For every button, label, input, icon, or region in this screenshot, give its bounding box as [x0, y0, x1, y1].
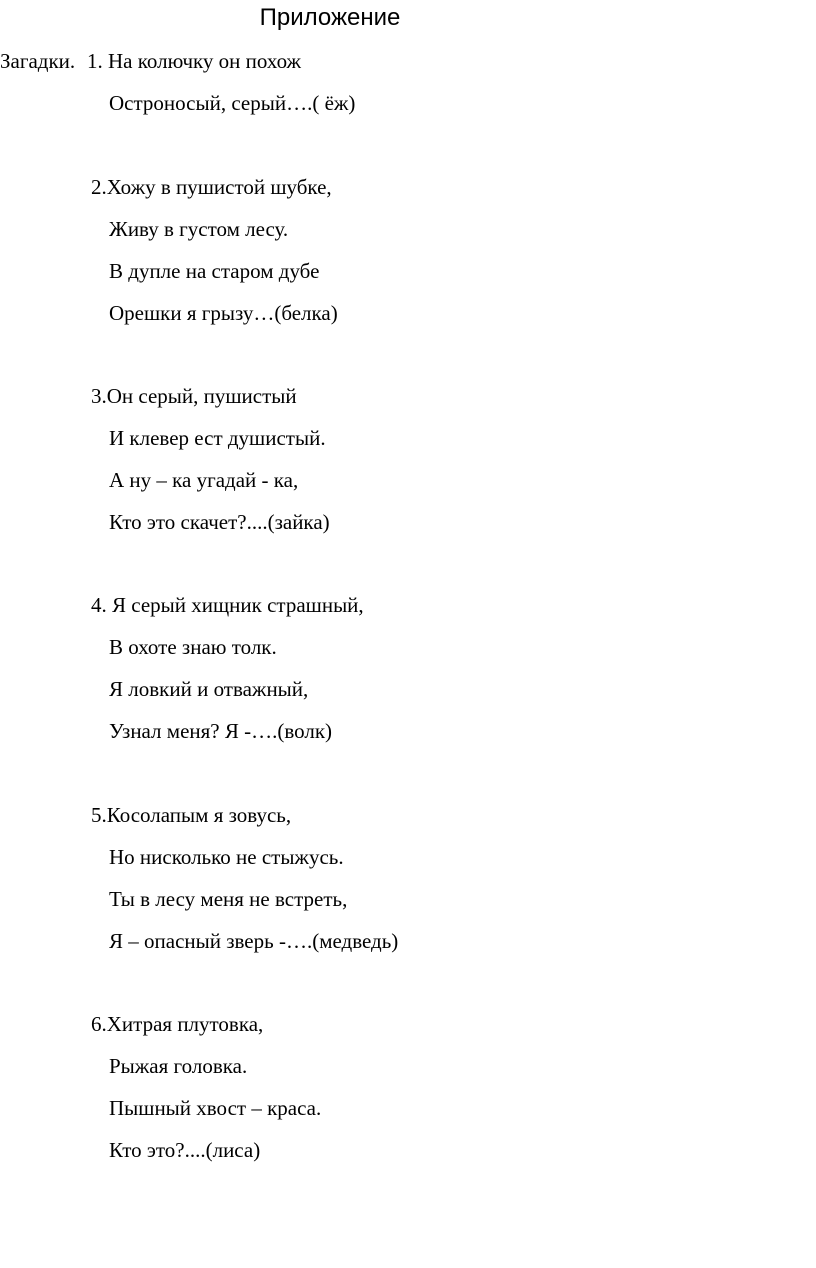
riddle-6-line-1: 6.Хитрая плутовка,: [91, 1012, 264, 1036]
riddle-2-line-2: Живу в густом лесу.: [109, 217, 289, 241]
riddle-1-line-1: 1. На колючку он похож: [87, 49, 302, 73]
riddle-3-line-4: Кто это скачет?....(зайка): [109, 510, 330, 534]
riddle-1-line-2: Остроносый, серый….( ёж): [109, 91, 356, 115]
riddle-4-line-3: Я ловкий и отважный,: [109, 677, 309, 701]
riddles-label: Загадки.: [0, 49, 76, 73]
page-title: Приложение: [259, 4, 401, 31]
riddle-5-line-1: 5.Косолапым я зовусь,: [91, 803, 292, 827]
riddle-2-line-1: 2.Хожу в пушистой шубке,: [91, 175, 332, 199]
riddle-4-line-4: Узнал меня? Я -….(волк): [109, 719, 333, 743]
riddle-3-line-3: А ну – ка угадай - ка,: [109, 468, 299, 492]
riddle-2-line-3: В дупле на старом дубе: [109, 259, 320, 283]
riddle-3-line-1: 3.Он серый, пушистый: [91, 384, 297, 408]
riddle-6-line-2: Рыжая головка.: [109, 1054, 248, 1078]
riddle-6-line-3: Пышный хвост – краса.: [109, 1096, 322, 1120]
riddle-4-line-1: 4. Я серый хищник страшный,: [91, 593, 364, 617]
riddle-2-line-4: Орешки я грызу…(белка): [109, 301, 338, 325]
riddle-3-line-2: И клевер ест душистый.: [109, 426, 326, 450]
riddle-4-line-2: В охоте знаю толк.: [109, 635, 277, 659]
riddle-6-line-4: Кто это?....(лиса): [109, 1138, 261, 1162]
riddle-5-line-3: Ты в лесу меня не встреть,: [109, 887, 348, 911]
riddle-5-line-2: Но нисколько не стыжусь.: [109, 845, 344, 869]
riddle-5-line-4: Я – опасный зверь -….(медведь): [109, 929, 399, 953]
